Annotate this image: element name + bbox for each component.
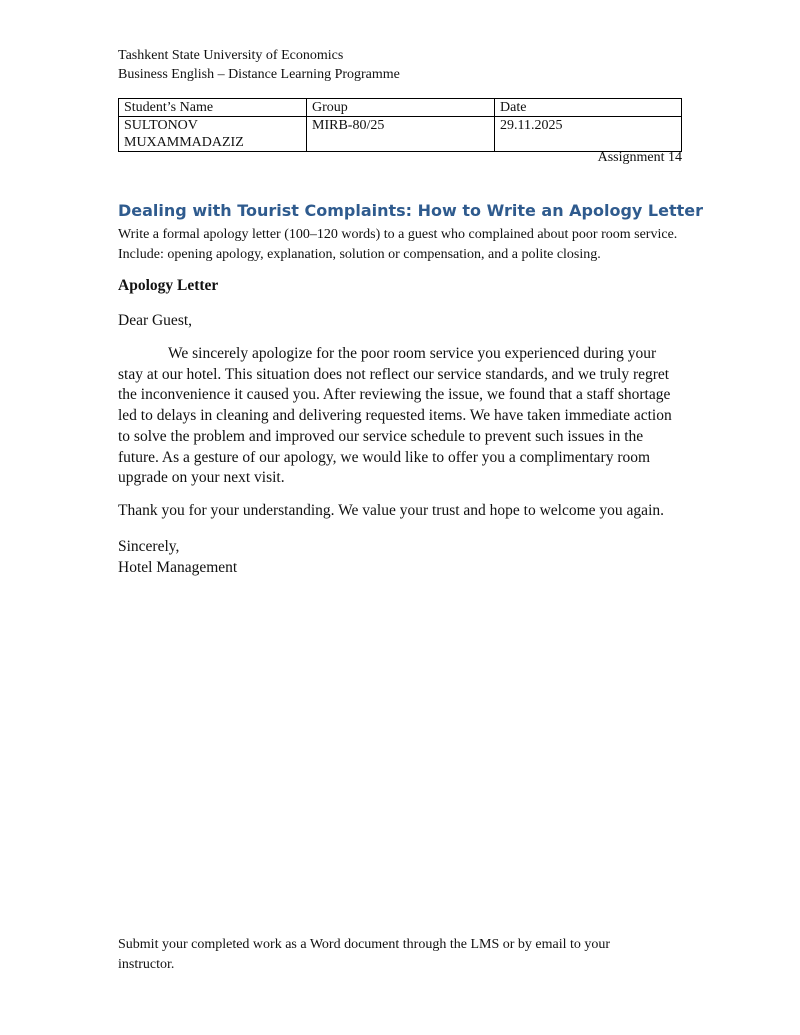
letter-heading: Apology Letter: [118, 277, 219, 294]
date-value: 29.11.2025: [495, 117, 682, 152]
student-name-value: SULTONOV MUXAMMADAZIZ: [119, 117, 307, 152]
letter-salutation: Dear Guest,: [118, 312, 193, 329]
assignment-label: Assignment 14: [597, 150, 682, 165]
table-row: [119, 117, 682, 152]
page-title: Dealing with Tourist Complaints: How to Write an Apology Letter: [118, 201, 703, 220]
student-info-table: [118, 98, 682, 152]
letter-closing-block: [118, 536, 237, 578]
submission-note: Submit your completed work as a Word document through the LMS or by email to your instructor.: [118, 937, 611, 972]
letter-closing: Sincerely,: [118, 538, 180, 555]
letter-thanks: Thank you for your understanding. We value your trust and hope to welcome you again.: [118, 502, 664, 519]
assignment-instructions: Write a formal apology letter (100–120 words) to a guest who complained about poor room service. Include: opening apology, explanation, solution or compensation, and a polite closing.: [118, 227, 678, 262]
group-value: MIRB-80/25: [307, 117, 495, 152]
programme-name: Business English – Distance Learning Programme: [118, 67, 400, 82]
table-header-row: [119, 99, 682, 117]
header-group: Group: [307, 99, 495, 117]
university-name: Tashkent State University of Economics: [118, 48, 344, 63]
header-date: Date: [495, 99, 682, 117]
letter-body: We sincerely apologize for the poor room service you experienced during your stay at our hotel. This situation does not reflect our service standards, and we truly regret the inconvenience it caused you. After reviewing the issue, we found that a staff shortage led to delays in cleaning and delivering requested items. We have taken immediate action to solve the problem and improved our service schedule to prevent such issues in the future. As a gesture of our apology, we would like to offer you a complimentary room upgrade on your next visit.: [118, 345, 672, 487]
letter-signature: Hotel Management: [118, 559, 238, 576]
header-student-name: Student’s Name: [119, 99, 307, 117]
